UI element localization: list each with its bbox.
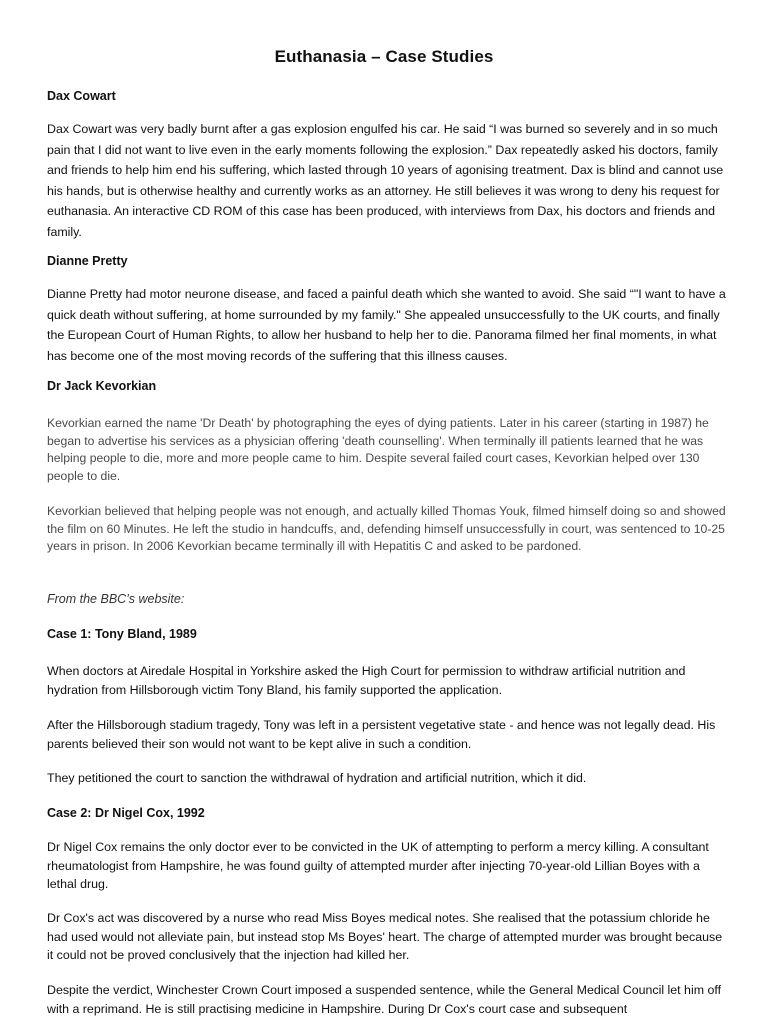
- heading-jack-kevorkian: Dr Jack Kevorkian: [47, 379, 157, 393]
- bbc-source-note: From the BBC’s website:: [47, 592, 185, 606]
- paragraph-case1-3: They petitioned the court to sanction the withdrawal of hydration and artificial nutrition, which it did.: [47, 771, 587, 785]
- heading-case-1: Case 1: Tony Bland, 1989: [47, 627, 197, 641]
- paragraph-kevorkian-2: Kevorkian believed that helping people was not enough, and actually killed Thomas Youk, filmed himself doing so and showed the film on 60 Minutes. He left the studio in handcuffs, and, defending himself unsuccessfully in court, was sentenced to 10-25 years in prison. In 2006 Kevorkian became terminally ill with Hepatitis C and asked to be pardoned.: [47, 504, 726, 553]
- paragraph-case1-2: After the Hillsborough stadium tragedy, Tony was left in a persistent vegetative state - and hence was not legally dead. His parents believed their son would not want to be kept alive in such a condition.: [47, 718, 716, 751]
- page-title: Euthanasia – Case Studies: [274, 47, 494, 66]
- paragraph-dianne-pretty: Dianne Pretty had motor neurone disease, and faced a painful death which she wanted to avoid. She said “"I want to have a quick death without suffering, at home surrounded by my family." She appealed unsuccessfully to the UK courts, and finally the European Court of Human Rights, to allow her husband to help her to die. Panorama filmed her final moments, in what has become one of the most moving records of the suffering that this illness causes.: [47, 287, 726, 363]
- paragraph-case1-1: When doctors at Airedale Hospital in Yorkshire asked the High Court for permission to withdraw artificial nutrition and hydration from Hillsborough victim Tony Bland, his family supported the application.: [47, 664, 686, 697]
- paragraph-case2-2: Dr Cox's act was discovered by a nurse who read Miss Boyes medical notes. She realised that the potassium chloride he had used would not alleviate pain, but instead stop Ms Boyes' heart. The charge of attempted murder was brought because it could not be proved conclusively that the injection had killed her.: [47, 911, 723, 962]
- paragraph-case2-1: Dr Nigel Cox remains the only doctor ever to be convicted in the UK of attempting to perform a mercy killing. A consultant rheumatologist from Hampshire, he was found guilty of attempted murder after injecting 70-year-old Lillian Boyes with a lethal drug.: [47, 840, 709, 891]
- heading-dianne-pretty: Dianne Pretty: [47, 254, 128, 268]
- paragraph-case2-3: Despite the verdict, Winchester Crown Court imposed a suspended sentence, while the General Medical Council let him off with a reprimand. He is still practising medicine in Hampshire. During Dr Cox's court case and subsequent: [47, 983, 722, 1016]
- heading-dax-cowart: Dax Cowart: [47, 89, 116, 103]
- paragraph-dax-cowart: Dax Cowart was very badly burnt after a gas explosion engulfed his car. He said “I was burned so severely and in so much pain that I did not want to live even in the early moments following the explosion.” Dax repeatedly asked his doctors, family and friends to help him end his suffering, which lasted through 10 years of agonising treatment. Dax is blind and cannot use his hands, but is otherwise healthy and currently works as an attorney. He still believes it was wrong to deny his request for euthanasia. An interactive CD ROM of this case has been produced, with interviews from Dax, his doctors and friends and family.: [47, 122, 724, 239]
- heading-case-2: Case 2: Dr Nigel Cox, 1992: [47, 806, 205, 820]
- paragraph-kevorkian-1: Kevorkian earned the name 'Dr Death' by photographing the eyes of dying patients. Later in his career (starting in 1987) he began to advertise his services as a physician offering 'death counselling'. When terminally ill patients learned that he was helping people to die, more and more people came to him. Despite several failed court cases, Kevorkian helped over 130 people to die.: [47, 416, 709, 483]
